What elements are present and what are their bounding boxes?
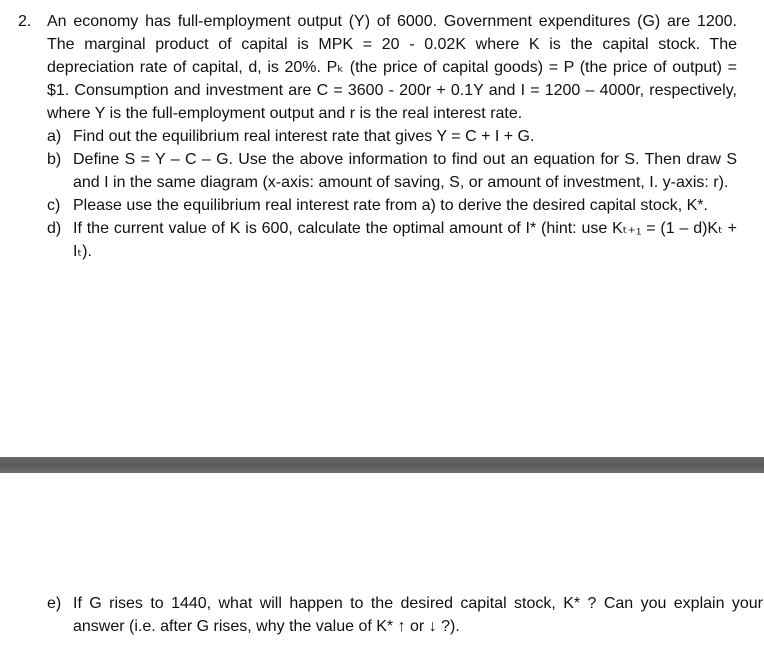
part-d [47, 217, 737, 263]
part-e [47, 592, 763, 638]
part-a-label: a) [47, 128, 62, 145]
part-a [47, 125, 737, 148]
question-number: 2. [18, 13, 32, 30]
part-b [47, 148, 737, 194]
part-e-text: If G rises to 1440, what will happen to the desired capital stock, K* ? Can you explain your answer (i.e. after G rises, why the value of K* ↑ or ↓ ?). [73, 595, 763, 635]
part-a-text: Find out the equilibrium real interest rate that gives Y = C + I + G. [73, 128, 535, 145]
question-intro: An economy has full-employment output (Y) of 6000. Government expenditures (G) are 1200. The marginal product of capital is MPK = 20 - 0.02K where K is the capital stock. The depreciation rate of capital, d, is 20%. Pₖ (the price of capital goods) = P (the price of output) = $1. Consumption and investment are C = 3600 - 200r + 0.1Y and I = 1200 – 4000r, respectively, where Y is the full-employment output and r is the real interest rate. [47, 13, 737, 122]
part-e-label: e) [47, 595, 62, 612]
part-d-text: If the current value of K is 600, calculate the optimal amount of I* (hint: use Kₜ₊₁ = (1 – d)Kₜ + Iₜ). [73, 220, 737, 260]
question-parts [47, 125, 737, 263]
part-b-label: b) [47, 151, 62, 168]
part-c-text: Please use the equilibrium real interest rate from a) to derive the desired capital stock, K*. [73, 197, 708, 214]
part-c [47, 194, 737, 217]
part-d-label: d) [47, 220, 62, 237]
page-divider [0, 457, 764, 473]
part-b-text: Define S = Y – C – G. Use the above information to find out an equation for S. Then draw S and I in the same diagram (x-axis: amount of saving, S, or amount of investment, I. y-axis: r). [73, 151, 737, 191]
part-c-label: c) [47, 197, 61, 214]
